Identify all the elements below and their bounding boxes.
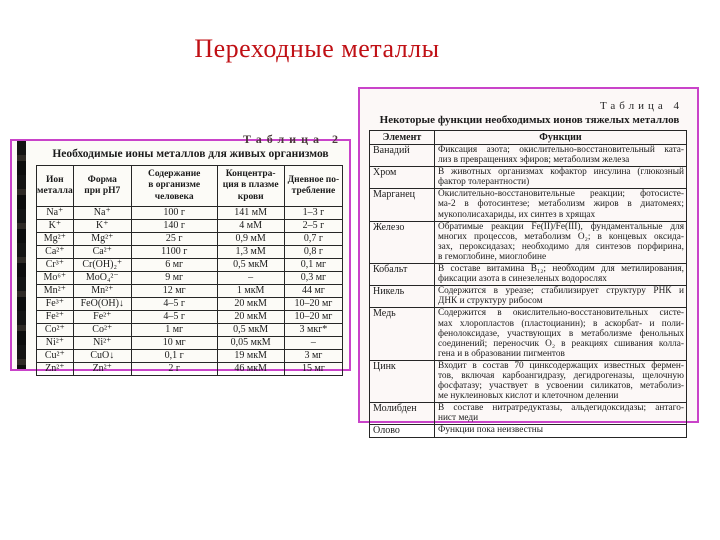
function-line: в гемоглобине, миоглобине — [437, 251, 547, 262]
metal-functions-table — [369, 130, 687, 438]
right-scan-image — [358, 87, 699, 437]
daily-cell: 0,7 г — [284, 233, 342, 246]
functions-cell — [434, 308, 686, 360]
form-cell: MoO₄²⁻ — [73, 272, 131, 285]
concentration-cell: 19 мкМ — [217, 350, 284, 363]
column-header-line: человека — [154, 191, 194, 202]
content-cell: 4–5 г — [131, 311, 217, 324]
table-row — [37, 233, 343, 246]
concentration-cell: – — [217, 272, 284, 285]
function-line: нист меди — [437, 413, 479, 424]
content-cell: 1100 г — [131, 246, 217, 259]
ion-cell: Co²⁺ — [37, 324, 74, 337]
column-header — [37, 166, 74, 207]
content-cell: 4–5 г — [131, 298, 217, 311]
function-line: фактор толерантности) — [437, 177, 530, 188]
function-line: Обратимые реакции Fe(II)/Fe(III), фундаментальные для — [437, 221, 684, 232]
scan-binding-shadow — [17, 141, 26, 369]
form-cell: FeO(OH)↓ — [73, 298, 131, 311]
content-cell: 140 г — [131, 220, 217, 233]
functions-cell — [434, 264, 686, 286]
content-cell: 25 г — [131, 233, 217, 246]
content-cell: 12 мг — [131, 285, 217, 298]
element-cell: Цинк — [370, 360, 435, 402]
content-cell: 1 мг — [131, 324, 217, 337]
column-header-line: при pH7 — [84, 186, 121, 197]
content-cell: 0,1 г — [131, 350, 217, 363]
function-line: Фиксация азота; окислительно-восстановительный ката- — [437, 145, 684, 155]
ion-cell: Mo⁶⁺ — [37, 272, 74, 285]
concentration-cell: 1 мкМ — [217, 285, 284, 298]
function-line: В животных организмах кофактор инсулина (глюкозный — [437, 167, 684, 178]
form-cell: Ni²⁺ — [73, 337, 131, 350]
table-row — [37, 350, 343, 363]
element-cell: Кобальт — [370, 264, 435, 286]
ion-cell: Cu²⁺ — [37, 350, 74, 363]
header-row — [370, 131, 687, 145]
functions-cell — [434, 425, 686, 438]
form-cell: Co²⁺ — [73, 324, 131, 337]
concentration-cell: 4 мМ — [217, 220, 284, 233]
table-row — [370, 145, 687, 167]
table-row — [37, 311, 343, 324]
daily-cell: – — [284, 337, 342, 350]
ion-cell: Fe³⁺ — [37, 298, 74, 311]
element-cell: Железо — [370, 221, 435, 263]
content-cell: 10 мг — [131, 337, 217, 350]
right-table-title: Некоторые функции необходимых ионов тяжелых металлов — [379, 114, 680, 126]
daily-cell: 10–20 мг — [284, 311, 342, 324]
ion-cell: K⁺ — [37, 220, 74, 233]
element-cell: Хром — [370, 167, 435, 189]
ion-cell: Ni²⁺ — [37, 337, 74, 350]
metal-functions-table-body — [370, 145, 687, 438]
functions-cell — [434, 189, 686, 221]
function-line: В составе нитратредуктазы, альдегидоксидазы; антаго- — [437, 403, 684, 414]
concentration-cell: 0,05 мкМ — [217, 337, 284, 350]
function-line: зах, пероксидазах; необходимо для синтезов порфирина, — [437, 241, 684, 252]
form-cell: Zn²⁺ — [73, 363, 131, 376]
metal-ions-table-body — [37, 207, 343, 376]
function-line: многих процессов, метаболизм О₂; в концевых оксида- — [437, 231, 684, 242]
function-line: тов, включая карбоангидразу, дегидрогеназы, щелочную — [437, 370, 684, 381]
left-table-label-clipped — [243, 132, 343, 147]
function-line: ма-2 в фотосинтезе; метаболизм жиров в диатомеях; — [437, 199, 684, 210]
function-line: гена и в образовании пигментов — [437, 348, 565, 359]
table-row — [37, 337, 343, 350]
concentration-cell: 0,5 мкМ — [217, 259, 284, 272]
daily-cell: 2–5 г — [284, 220, 342, 233]
element-cell: Медь — [370, 308, 435, 360]
content-cell: 100 г — [131, 207, 217, 220]
ion-cell: Mn²⁺ — [37, 285, 74, 298]
function-line: фенолоксидазе, участвующих в метаболизме фенольных — [437, 328, 684, 339]
column-header: Функции — [434, 131, 686, 145]
function-line: ме нуклеиновых кислот и клеточном делении — [437, 391, 619, 402]
left-table-label: Таблица 2 — [243, 132, 343, 146]
function-line: фосфатазу; участвует в усвоении силикатов, метаболиз- — [437, 381, 684, 392]
column-header-line: крови — [237, 191, 264, 202]
daily-cell: 3 мг — [284, 350, 342, 363]
table-row — [37, 298, 343, 311]
header-row — [37, 166, 343, 207]
element-cell: Никель — [370, 286, 435, 308]
concentration-cell: 1,3 мМ — [217, 246, 284, 259]
table-row — [37, 207, 343, 220]
function-line: В составе витамина В₁₂; необходим для метилирования, — [437, 264, 684, 275]
table-row — [37, 324, 343, 337]
functions-cell — [434, 286, 686, 308]
metal-ions-table — [36, 165, 343, 376]
daily-cell: 3 мкг* — [284, 324, 342, 337]
function-line: лиз в превращениях эфиров; метаболизм железа — [437, 155, 630, 166]
function-line: мукополисахариды, их синтез в хрящах — [437, 209, 596, 220]
table-row — [370, 425, 687, 438]
table-row — [370, 403, 687, 425]
form-cell: CuO↓ — [73, 350, 131, 363]
function-line: Окислительно-восстановительные реакции; фотосисте- — [437, 189, 684, 200]
table-row — [37, 272, 343, 285]
table-row — [37, 246, 343, 259]
functions-cell — [434, 167, 686, 189]
column-header-line: Концентра- — [225, 169, 276, 179]
function-line: Входит в состав 70 цинксодержащих известных фермен- — [437, 360, 684, 371]
daily-cell: 0,3 мг — [284, 272, 342, 285]
function-line: соединений; переносчик О₂ в реакциях сшивания колла- — [437, 338, 684, 349]
left-scan-image — [10, 132, 351, 375]
table-row — [370, 360, 687, 402]
table-row — [37, 285, 343, 298]
table-row — [370, 264, 687, 286]
column-header — [131, 166, 217, 207]
left-table-title: Необходимые ионы металлов для живых организмов — [52, 148, 329, 160]
ion-cell: Ca²⁺ — [37, 246, 74, 259]
column-header-line: Дневное по- — [287, 174, 340, 185]
concentration-cell: 0,9 мМ — [217, 233, 284, 246]
ion-cell: Na⁺ — [37, 207, 74, 220]
function-line: Содержится в окислительно-восстановительных систе- — [437, 308, 684, 319]
form-cell: Mg²⁺ — [73, 233, 131, 246]
daily-cell: 0,8 г — [284, 246, 342, 259]
content-cell: 6 мг — [131, 259, 217, 272]
form-cell: Fe²⁺ — [73, 311, 131, 324]
content-cell: 2 г — [131, 363, 217, 376]
table-row — [370, 286, 687, 308]
column-header-line: в организме — [148, 180, 201, 191]
functions-cell — [434, 221, 686, 263]
function-line: Содержится в уреазе; стабилизирует структуру РНК и — [437, 286, 684, 297]
concentration-cell: 141 мМ — [217, 207, 284, 220]
table-row — [37, 220, 343, 233]
column-header-line: металла — [37, 186, 73, 197]
table-row — [370, 308, 687, 360]
column-header-line: Форма — [87, 174, 117, 185]
function-line: ДНК и структуру рибосом — [437, 296, 543, 307]
functions-cell — [434, 360, 686, 402]
concentration-cell: 0,5 мкМ — [217, 324, 284, 337]
metal-ions-table-header — [37, 166, 343, 207]
concentration-cell: 46 мкМ — [217, 363, 284, 376]
daily-cell: 44 мг — [284, 285, 342, 298]
table-row — [370, 189, 687, 221]
ion-cell: Zn²⁺ — [37, 363, 74, 376]
daily-cell: 1–3 г — [284, 207, 342, 220]
ion-cell: Fe²⁺ — [37, 311, 74, 324]
function-line: мах хлоропластов (пластоцианин); в аскорбат- и поли- — [437, 318, 684, 329]
element-cell: Молибден — [370, 403, 435, 425]
ion-cell: Mg²⁺ — [37, 233, 74, 246]
metal-functions-table-header — [370, 131, 687, 145]
form-cell: Ca²⁺ — [73, 246, 131, 259]
content-cell: 9 мг — [131, 272, 217, 285]
functions-cell — [434, 403, 686, 425]
form-cell: Cr(OH)₂⁺ — [73, 259, 131, 272]
column-header — [284, 166, 342, 207]
column-header — [73, 166, 131, 207]
column-header-line: Ион — [46, 174, 64, 185]
column-header: Элемент — [370, 131, 435, 145]
daily-cell: 0,1 мг — [284, 259, 342, 272]
element-cell: Олово — [370, 425, 435, 438]
table-row — [370, 167, 687, 189]
daily-cell: 15 мг — [284, 363, 342, 376]
column-header-line: Содержание — [147, 169, 201, 179]
element-cell: Ванадий — [370, 145, 435, 167]
concentration-cell: 20 мкМ — [217, 311, 284, 324]
form-cell: K⁺ — [73, 220, 131, 233]
ion-cell: Cr³⁺ — [37, 259, 74, 272]
column-header-line: ция в плазме — [222, 180, 279, 191]
column-header-line: требление — [291, 186, 336, 197]
column-header — [217, 166, 284, 207]
form-cell: Mn²⁺ — [73, 285, 131, 298]
daily-cell: 10–20 мг — [284, 298, 342, 311]
function-line: Функции пока неизвестны — [437, 425, 544, 436]
element-cell: Марганец — [370, 189, 435, 221]
table-row — [37, 259, 343, 272]
function-line: фиксации азота в синезеленых водорослях — [437, 274, 607, 285]
functions-cell — [434, 145, 686, 167]
slide-title: Переходные металлы — [194, 34, 440, 63]
form-cell: Na⁺ — [73, 207, 131, 220]
right-table-label: Таблица 4 — [599, 100, 683, 112]
table-row — [37, 363, 343, 376]
table-row — [370, 221, 687, 263]
concentration-cell: 20 мкМ — [217, 298, 284, 311]
